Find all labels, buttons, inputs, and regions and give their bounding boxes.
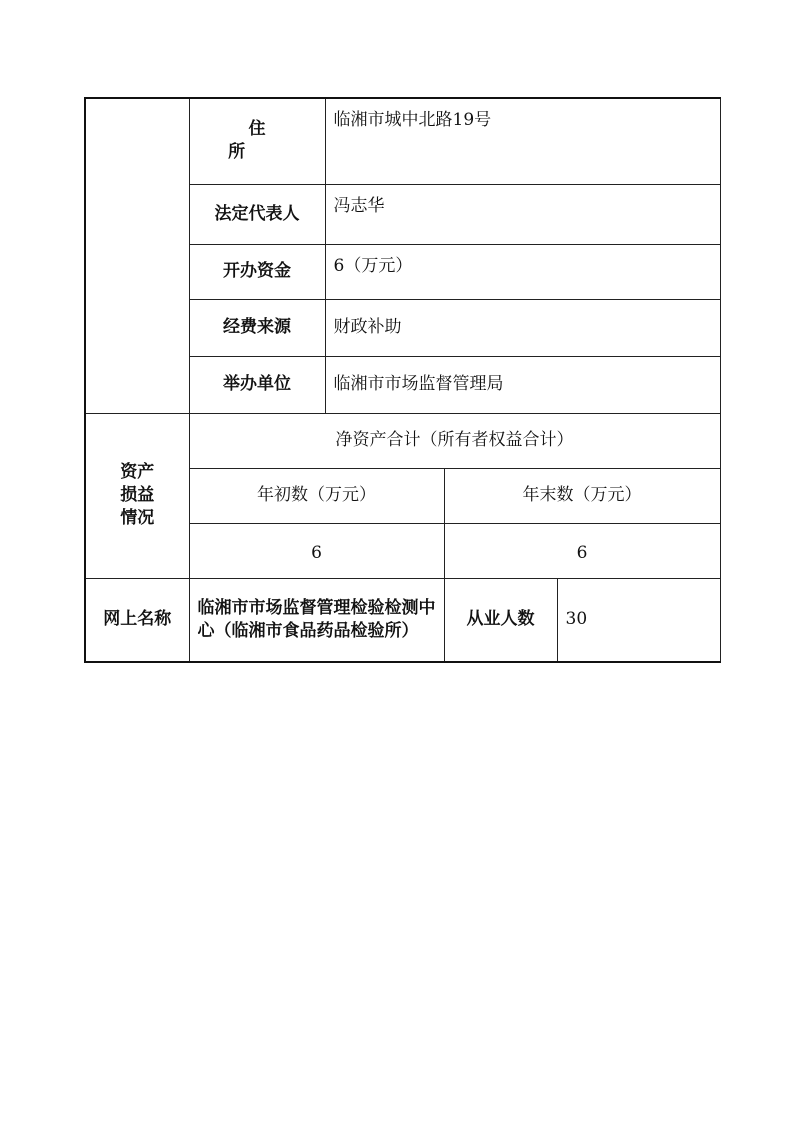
online-name-value: 临湘市市场监督管理检验检测中心（临湘市食品药品检验所） bbox=[189, 578, 444, 662]
blank-left-cell bbox=[85, 98, 189, 413]
sponsor-value: 临湘市市场监督管理局 bbox=[325, 356, 720, 413]
sponsor-label: 举办单位 bbox=[189, 356, 325, 413]
begin-of-year-label: 年初数（万元） bbox=[189, 468, 444, 523]
end-of-year-value: 6 bbox=[444, 523, 720, 578]
capital-value: 6（万元） bbox=[325, 244, 720, 299]
funding-value: 财政补助 bbox=[325, 299, 720, 356]
address-value: 临湘市城中北路19号 bbox=[325, 98, 720, 184]
end-of-year-label: 年末数（万元） bbox=[444, 468, 720, 523]
address-label-cell bbox=[189, 98, 325, 184]
assets-label-line-2: 损益 bbox=[120, 485, 155, 506]
capital-label: 开办资金 bbox=[189, 244, 325, 299]
legal-rep-value: 冯志华 bbox=[325, 184, 720, 244]
staff-count-value: 30 bbox=[557, 578, 720, 662]
address-label: 住所 bbox=[228, 119, 307, 163]
registration-table bbox=[84, 97, 721, 663]
assets-label-line-3: 情况 bbox=[120, 507, 155, 528]
begin-of-year-value: 6 bbox=[189, 523, 444, 578]
legal-rep-label: 法定代表人 bbox=[189, 184, 325, 244]
net-assets-title: 净资产合计（所有者权益合计） bbox=[189, 413, 720, 468]
online-name-label: 网上名称 bbox=[85, 578, 189, 662]
assets-label-line-1: 资产 bbox=[120, 462, 155, 483]
staff-count-label: 从业人数 bbox=[444, 578, 557, 662]
assets-section-label bbox=[85, 413, 189, 578]
funding-label: 经费来源 bbox=[189, 299, 325, 356]
